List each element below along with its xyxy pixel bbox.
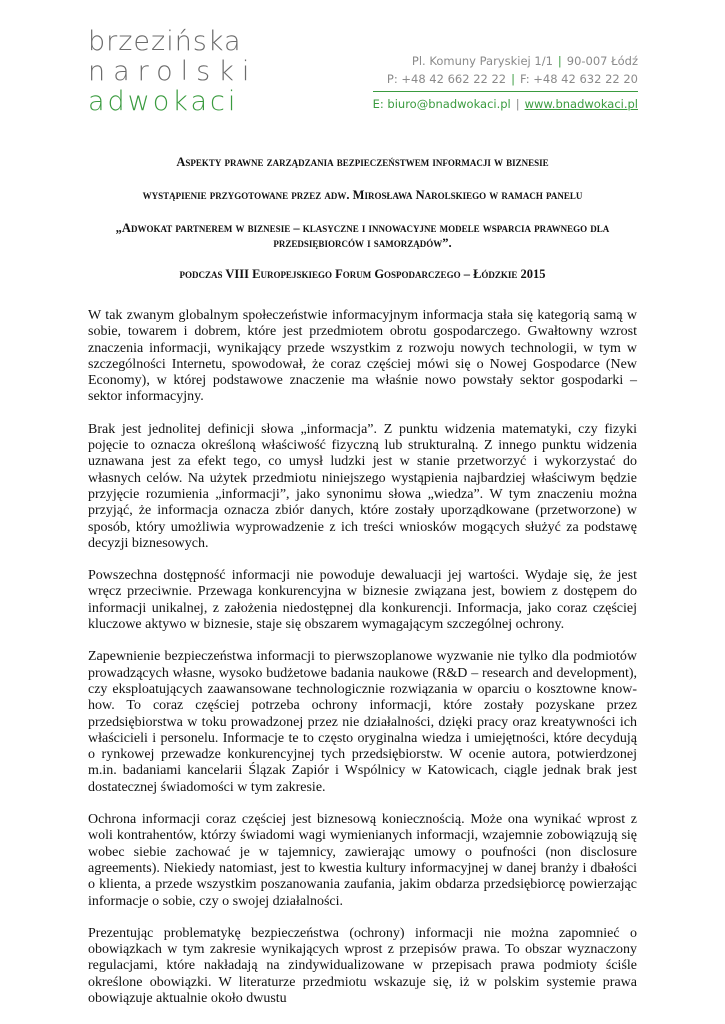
contact-block: [373, 52, 638, 113]
fax-number: F: +48 42 632 22 20: [520, 72, 638, 86]
body-paragraph: Ochrona informacji coraz częściej jest biznesową koniecznością. Może ona wynikać wprost z woli kontrahentów, którzy świadomi wagi wymienianych informacji, wzajemnie zobowiązują się wobec siebie zachować je w tajemnicy, zawierając umowy o poufności (non disclosure agreements). Niekiedy natomiast, jest to kwestia kultury informacyjnej w danej branży i dbałości o klienta, a przede wszystkim poszanowania zaufania, jakim obdarza przedsiębiorcę powierzając informacje o sobie, czy o swojej działalności.: [88, 812, 637, 909]
separator: |: [511, 72, 515, 86]
document-subtitle: wystąpienie przygotowane przez adw. Mirosława Narolskiego w ramach panelu: [142, 188, 583, 202]
panel-title: „Adwokat partnerem w biznesie – klasyczne i innowacyjne modele wsparcia prawnego dla przedsiębiorców i samorządów”.: [115, 221, 610, 250]
web-line: [373, 95, 638, 113]
document-title: Aspekty prawne zarządzania bezpieczeństwem informacji w biznesie: [176, 155, 549, 169]
body-paragraph: Zapewnienie bezpieczeństwa informacji to pierwszoplanowe wyzwanie nie tylko dla podmiotów prowadzących własne, wysoko budżetowe badania naukowe (R&D – research and development), czy eksploatujących zaawansowane technologicznie rozwiązania w oparciu o kosztowne know-how. To coraz częściej potrzeba ochrony informacji, które zostały pozyskane przez przedsiębiorstwa w toku prowadzonej przez nie działalności, dzięki pracy oraz kreatywności ich właścicieli i personelu. Informacje te to często oryginalna wiedza i umiejętności, które decydują o rynkowej przewadze konkurencyjnej tych przedsiębiorstw. W ocenie autora, potwierdzonej m.in. badaniami kancelarii Ślązak Zapiór i Wspólnicy w Katowicach, ciągle jednak brak jest dostatecznej świadomości w tym zakresie.: [88, 649, 637, 795]
phone-line: [373, 70, 638, 88]
postal-address: 90-007 Łódź: [566, 54, 638, 68]
body-paragraph: Prezentując problematykę bezpieczeństwa (ochrony) informacji nie można zapomnieć o obowiązkach w tym zakresie wynikających wprost z przepisów prawa. To obszar wyznaczony regulacjami, które nakładają na zindywidualizowane w przepisach prawa podmioty ściśle określone obowiązki. W literaturze przedmiotu wskazuje się, iż w polskim systemie prawa obowiązuje aktualnie około dwustu: [88, 925, 637, 1006]
contact-divider: [373, 91, 638, 92]
phone-number: P: +48 42 662 22 22: [386, 72, 507, 86]
website-link[interactable]: www.bnadwokaci.pl: [524, 97, 638, 111]
separator: |: [557, 54, 562, 68]
body-paragraph: W tak zwanym globalnym społeczeństwie informacyjnym informacja stała się kategorią samą w sobie, towarem i dobrem, które jest przedmiotem obrotu gospodarczego. Gwałtowny wzrost znaczenia informacji, wynikający przede wszystkim z rozwoju nowych technologii, w tym w szczególności Internetu, spowodował, że coraz częściej mówi się o Nowej Gospodarce (New Economy), w której podstawowe znaczenie ma właśnie nowo powstały sektor gospodarki – sektor informacyjny.: [88, 308, 637, 405]
body-paragraph: Powszechna dostępność informacji nie powoduje dewaluacji jej wartości. Wydaje się, że jest wręcz przeciwnie. Przewaga konkurencyjna w biznesie związana jest, bowiem z dostępem do informacji unikalnej, z założenia niedostępnej dla konkurencji. Informacja, jako coraz częściej kluczowe aktywo w biznesie, staje się obszarem wymagającym szczególnej ochrony.: [88, 568, 637, 633]
email-link[interactable]: E: biuro@bnadwokaci.pl: [372, 97, 511, 111]
separator: |: [515, 97, 520, 111]
logo-line-3: adwokaci: [88, 86, 239, 117]
logo-line-1: brzezińska: [88, 26, 242, 57]
address-line: [373, 52, 638, 70]
firm-logo: [88, 28, 257, 118]
logo-line-2: narolski: [88, 56, 258, 87]
document-headings: [88, 155, 637, 300]
event-name: podczas VIII Europejskiego Forum Gospodarczego – Łódzkie 2015: [179, 267, 546, 281]
document-body: [88, 308, 637, 1023]
street-address: Pl. Komuny Paryskiej 1/1: [411, 54, 553, 68]
body-paragraph: Brak jest jednolitej definicji słowa „informacja”. Z punktu widzenia matematyki, czy fizyki pojęcie to oznacza określoną właściwość fizyczną lub strukturalną. Z innego punktu widzenia uznawana jest za efekt tego, co umysł ludzki jest w stanie przetworzyć i wykorzystać do własnych celów. Na użytek przedmiotu niniejszego wystąpienia najbardziej właściwym będzie przyjęcie rozumienia „informacji”, jako synonimu słowa „wiedza”. W tym znaczeniu można przyjąć, że informacja oznacza zbiór danych, które zostały uporządkowane (przetworzone) w sposób, który umożliwia wyprowadzenie z ich treści wniosków mogących służyć za podstawę decyzji biznesowych.: [88, 421, 637, 551]
